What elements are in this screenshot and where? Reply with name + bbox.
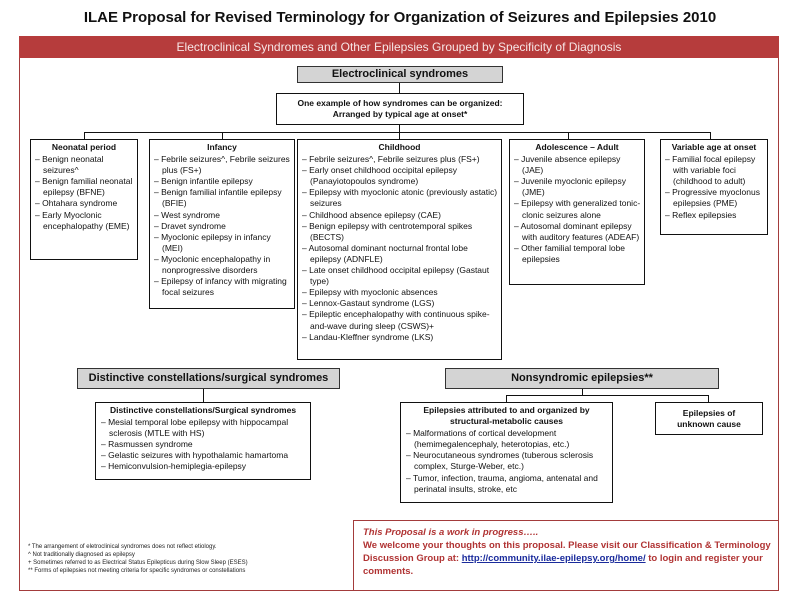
list-item: – Juvenile myoclonic epilepsy (JME): [514, 176, 626, 198]
column-adolescence-adult: [509, 139, 645, 285]
column-infancy: [149, 139, 295, 309]
note-body: We welcome your thoughts on this proposal. Please visit our Classification & Terminology Discussion Group at: http://community.ilae-epilepsy.org/home/ to login and register your comments.: [363, 540, 771, 577]
list-item: – Benign familial neonatal epilepsy (BFNE): [35, 176, 133, 198]
list-item: – Benign neonatal seizures^: [35, 154, 104, 176]
column-title: Infancy: [207, 142, 237, 152]
list-item: – Malformations of cortical development (hemimegalencephaly, heterotopias, etc.): [406, 428, 570, 450]
note-heading: This Proposal is a work in progress…..: [363, 527, 539, 538]
list-item: – Landau-Kleffner syndrome (LKS): [302, 331, 434, 342]
list-item: – Epilepsy of infancy with migrating focal seizures: [154, 276, 287, 298]
list-item: – Childhood absence epilepsy (CAE): [302, 209, 441, 220]
discussion-group-link[interactable]: http://community.ilae-epilepsy.org/home/: [461, 553, 646, 564]
constellations-box: [95, 402, 311, 480]
structural-metabolic-box: [400, 402, 613, 503]
connector-line: [399, 83, 400, 93]
connector-line: [84, 132, 710, 133]
list-item: – Dravet syndrome: [154, 220, 226, 231]
list-item: – Early Myoclonic encephalopathy (EME): [35, 209, 130, 231]
list-item: – Epileptic encephalopathy with continuous spike-and-wave during sleep (CSWS)+: [302, 309, 490, 331]
example-line-2: Arranged by typical age at onset*: [332, 109, 468, 120]
column-title: Neonatal period: [51, 142, 117, 152]
box-title: Epilepsies of unknown cause: [677, 408, 741, 430]
list-item: – Gelastic seizures with hypothalamic hamartoma: [101, 450, 289, 461]
list-item: – Febrile seizures^, Febrile seizures plus (FS+): [302, 154, 480, 165]
list-item: – Juvenile absence epilepsy (JAE): [514, 154, 621, 176]
list-item: – Reflex epilepsies: [665, 209, 737, 220]
unknown-cause-box: [655, 402, 763, 435]
connector-line: [222, 132, 223, 139]
connector-line: [399, 132, 400, 139]
list-item: – Familial focal epilepsy with variable foci (childhood to adult): [665, 154, 756, 187]
example-line-1: One example of how syndromes can be organized:: [297, 98, 503, 108]
list-item: – Benign infantile epilepsy: [154, 176, 253, 187]
connector-line: [568, 132, 569, 139]
footnotes: [28, 543, 248, 575]
footnote: + Sometimes referred to as Electrical Status Epilepticus during Slow Sleep (ESES): [28, 560, 248, 566]
nonsyndromic-header: Nonsyndromic epilepsies**: [445, 368, 719, 389]
connector-line: [506, 395, 709, 396]
list-item: – Epilepsy with myoclonic atonic (previously astatic) seizures: [302, 187, 498, 209]
list-item: – Lennox-Gastaut syndrome (LGS): [302, 298, 435, 309]
list-item: – Rasmussen syndrome: [101, 439, 193, 450]
column-title: Variable age at onset: [671, 142, 757, 152]
connector-line: [399, 125, 400, 132]
list-item: – Benign epilepsy with centrotemporal spikes (BECTS): [302, 220, 473, 242]
box-title: Distinctive constellations/Surgical syndromes: [109, 405, 297, 415]
constellations-header: Distinctive constellations/surgical syndromes: [77, 368, 340, 389]
list-item: – Early onset childhood occipital epilepsy (Panayiotopoulos syndrome): [302, 165, 457, 187]
list-item: – Febrile seizures^, Febrile seizures plus (FS+): [154, 154, 290, 176]
column-title: Adolescence – Adult: [535, 142, 619, 152]
organization-example-box: [276, 93, 524, 125]
list-item: – Ohtahara syndrome: [35, 198, 118, 209]
footnote: ^ Not traditionally diagnosed as epilepsy: [28, 552, 135, 558]
list-item: – Autosomal dominant epilepsy with auditory features (ADEAF): [514, 220, 640, 242]
connector-line: [708, 395, 709, 402]
connector-line: [84, 132, 85, 139]
column-childhood: [297, 139, 502, 360]
connector-line: [710, 132, 711, 139]
column-title: Childhood: [378, 142, 421, 152]
list-item: – Autosomal dominant nocturnal frontal lobe epilepsy (ADNFLE): [302, 242, 468, 264]
connector-line: [203, 389, 204, 402]
connector-line: [506, 395, 507, 402]
list-item: – Late onset childhood occipital epilepsy (Gastaut type): [302, 265, 490, 287]
list-item: – Progressive myoclonus epilepsies (PME): [665, 187, 760, 209]
list-item: – Epilepsy with myoclonic absences: [302, 287, 438, 298]
list-item: – Myoclonic encephalopathy in nonprogressive disorders: [154, 253, 271, 276]
footnote: * The arrangement of eletroclinical syndromes does not reflect etiology.: [28, 544, 217, 550]
list-item: – Epilepsy with generalized tonic-clonic seizures alone: [514, 198, 641, 220]
list-item: – Tumor, infection, trauma, angioma, antenatal and perinatal insults, stroke, etc: [406, 472, 598, 494]
column-neonatal-period: [30, 139, 138, 260]
electroclinical-syndromes-header: Electroclinical syndromes: [297, 66, 503, 83]
section-banner: Electroclinical Syndromes and Other Epilepsies Grouped by Specificity of Diagnosis: [19, 36, 779, 58]
proposal-note: [353, 520, 779, 591]
column-variable-age: [660, 139, 768, 235]
list-item: – Mesial temporal lobe epilepsy with hippocampal sclerosis (MTLE with HS): [101, 417, 289, 439]
footnote: ** Forms of epilepsies not meeting criteria for specific syndromes or constellations: [28, 568, 246, 574]
list-item: – West syndrome: [154, 209, 220, 220]
list-item: – Myoclonic epilepsy in infancy (MEI): [154, 231, 271, 253]
list-item: – Neurocutaneous syndromes (tuberous sclerosis complex, Sturge-Weber, etc.): [406, 450, 594, 472]
box-title: Epilepsies attributed to and organized by structural-metabolic causes: [423, 405, 590, 427]
list-item: – Benign familial infantile epilepsy (BFIE): [154, 187, 282, 209]
page-title: ILAE Proposal for Revised Terminology for Organization of Seizures and Epilepsies 2010: [83, 9, 717, 26]
list-item: – Hemiconvulsion-hemiplegia-epilepsy: [101, 461, 247, 472]
list-item: – Other familial temporal lobe epilepsies: [514, 242, 626, 264]
